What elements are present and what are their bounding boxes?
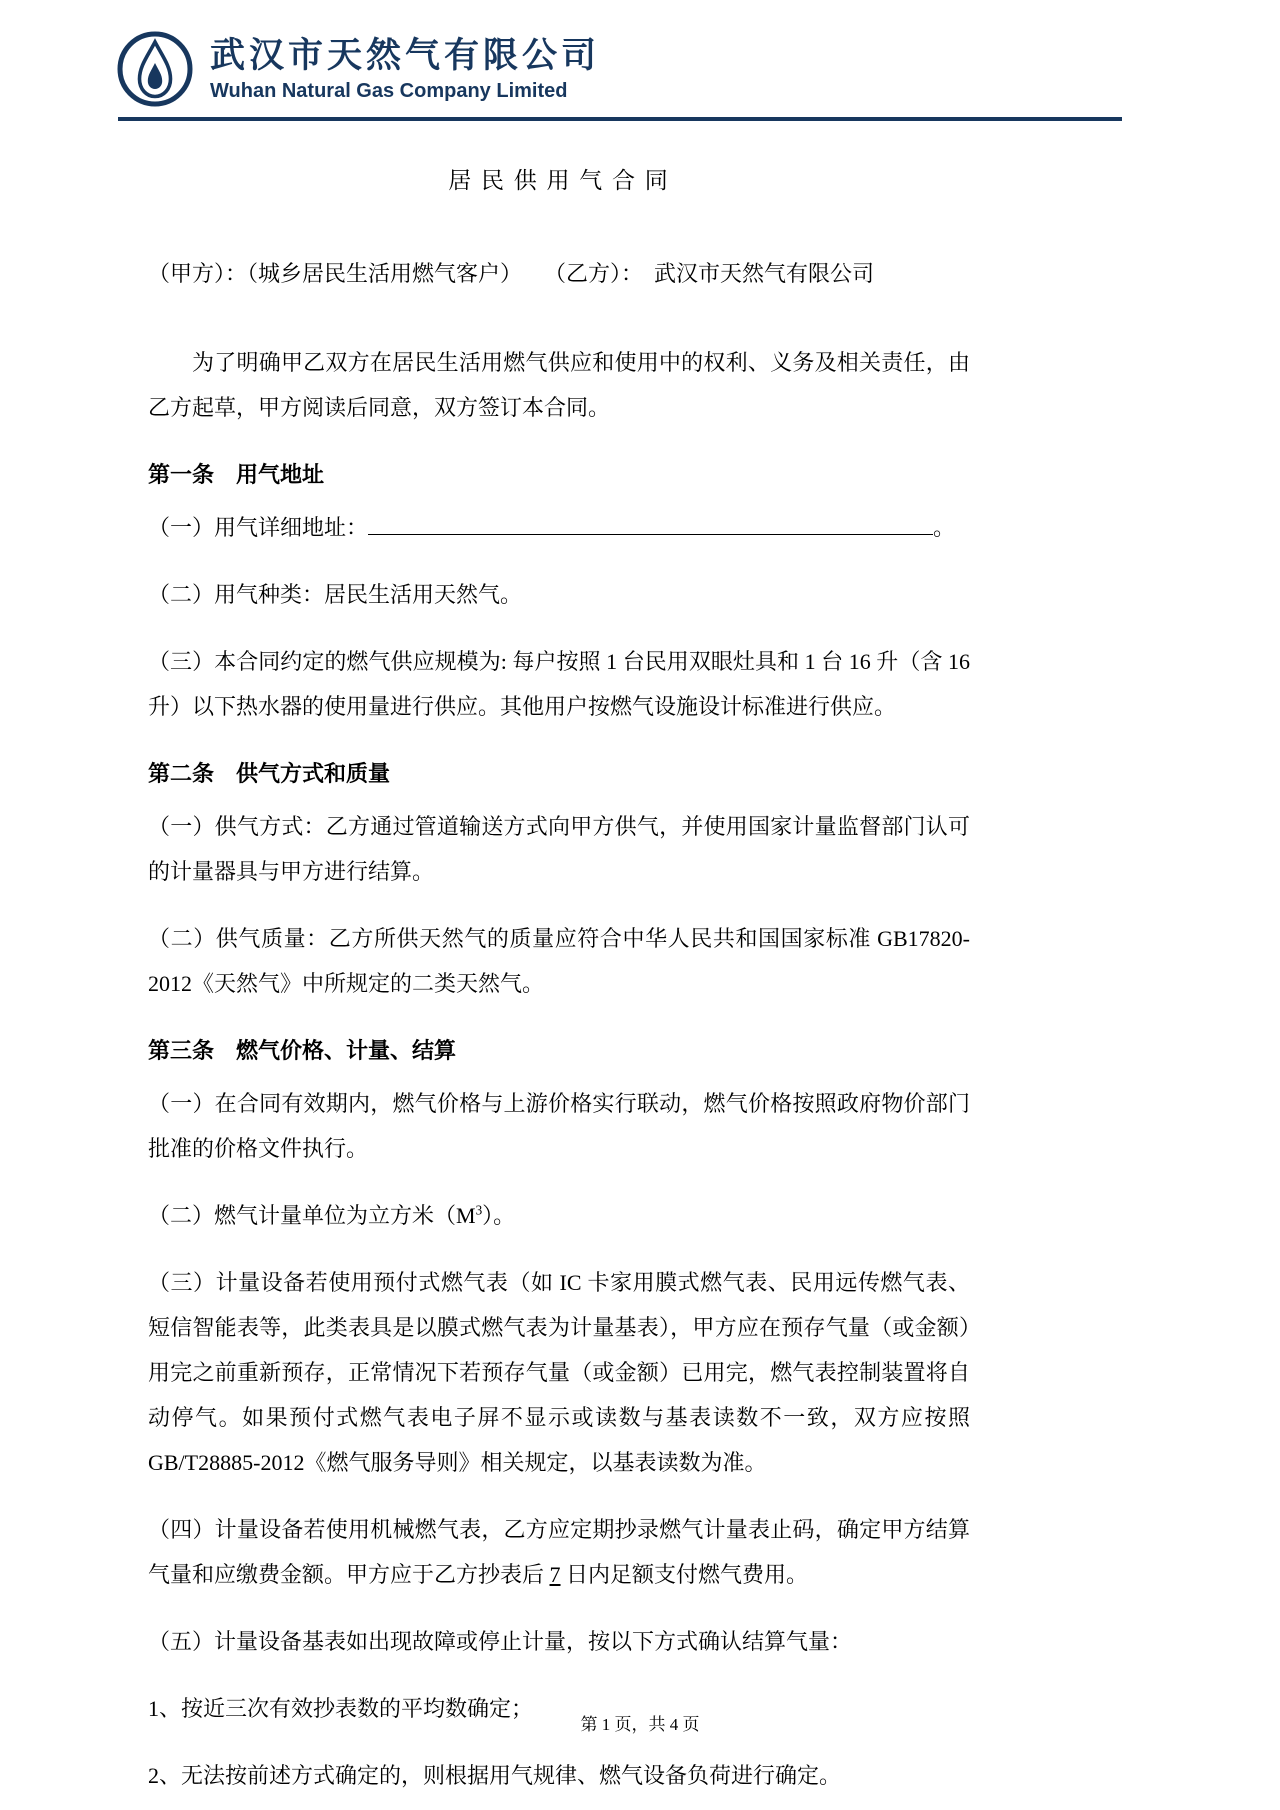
address-label: （一）用气详细地址： [148, 515, 369, 540]
section-2-heading: 第二条 供气方式和质量 [148, 761, 391, 786]
section-1-clause-3: （三）本合同约定的燃气供应规模为: 每户按照 1 台民用双眼灶具和 1 台 16 升（含 16 升）以下热水器的使用量进行供应。其他用户按燃气设施设计标准进行供应。 [148, 649, 970, 719]
page-header [116, 30, 600, 108]
company-name-cn: 武汉市天然气有限公司 [210, 35, 601, 75]
section-3-clause-4 [148, 1507, 970, 1597]
unit-text-pre: （二）燃气计量单位为立方米（M [148, 1203, 476, 1228]
section-1-clause-2: （二）用气种类：居民生活用天然气。 [148, 582, 523, 607]
payment-days-underlined: 7 [549, 1562, 561, 1587]
numbered-item-1: 1、按近三次有效抄表数的平均数确定； [148, 1696, 534, 1721]
payment-text-post: 日内足额支付燃气费用。 [560, 1562, 809, 1587]
contract-body [148, 140, 970, 1810]
section-2-clause-1: （一）供气方式：乙方通过管道输送方式向甲方供气，并使用国家计量监督部门认可的计量器具与甲方进行结算。 [148, 814, 970, 884]
document-title: 居 民 供 用 气 合 同 [448, 168, 670, 193]
section-2-clause-2: （二）供气质量：乙方所供天然气的质量应符合中华人民共和国国家标准 GB17820-2012《天然气》中所规定的二类天然气。 [148, 926, 970, 996]
numbered-item-2: 2、无法按前述方式确定的，则根据用气规律、燃气设备负荷进行确定。 [148, 1763, 842, 1788]
cubic-meter-superscript: 3 [475, 1202, 483, 1218]
section-3-clause-5: （五）计量设备基表如出现故障或停止计量，按以下方式确认结算气量： [148, 1629, 853, 1654]
company-name-en: Wuhan Natural Gas Company Limited [210, 79, 568, 102]
section-3-clause-3: （三）计量设备若使用预付式燃气表（如 IC 卡家用膜式燃气表、民用远传燃气表、短信智能表等，此类表具是以膜式燃气表为计量基表），甲方应在预存气量（或金额）用完之前重新预存，正常情况下若预存气量（或金额）已用完，燃气表控制装置将自动停气。如果预付式燃气表电子屏不显示或读数与基表读数不一致，双方应按照 GB/T28885-2012《燃气服务导则》相关规定，以基表读数为准。 [148, 1270, 970, 1475]
section-1-clause-1 [148, 505, 970, 550]
company-logo-text [210, 36, 600, 103]
section-3-clause-2 [148, 1193, 970, 1238]
flame-in-circle-icon [116, 30, 194, 108]
party-line: （甲方）：（城乡居民生活用燃气客户） （乙方）： 武汉市天然气有限公司 [148, 261, 875, 286]
page-footer: 第 1 页，共 4 页 [580, 1715, 700, 1734]
section-1-heading: 第一条 用气地址 [148, 462, 325, 487]
address-line-end: 。 [933, 515, 956, 540]
address-blank-field [368, 510, 933, 535]
section-3-heading: 第三条 燃气价格、计量、结算 [148, 1038, 457, 1063]
unit-text-post: ）。 [482, 1203, 516, 1228]
intro-paragraph: 为了明确甲乙双方在居民生活用燃气供应和使用中的权利、义务及相关责任，由乙方起草，甲方阅读后同意，双方签订本合同。 [148, 350, 970, 420]
header-divider [118, 117, 1122, 121]
section-3-clause-1: （一）在合同有效期内，燃气价格与上游价格实行联动，燃气价格按照政府物价部门批准的价格文件执行。 [148, 1091, 970, 1161]
payment-text-pre: （四）计量设备若使用机械燃气表，乙方应定期抄录燃气计量表止码，确定甲方结算气量和应缴费金额。甲方应于乙方抄表后 [148, 1517, 970, 1587]
